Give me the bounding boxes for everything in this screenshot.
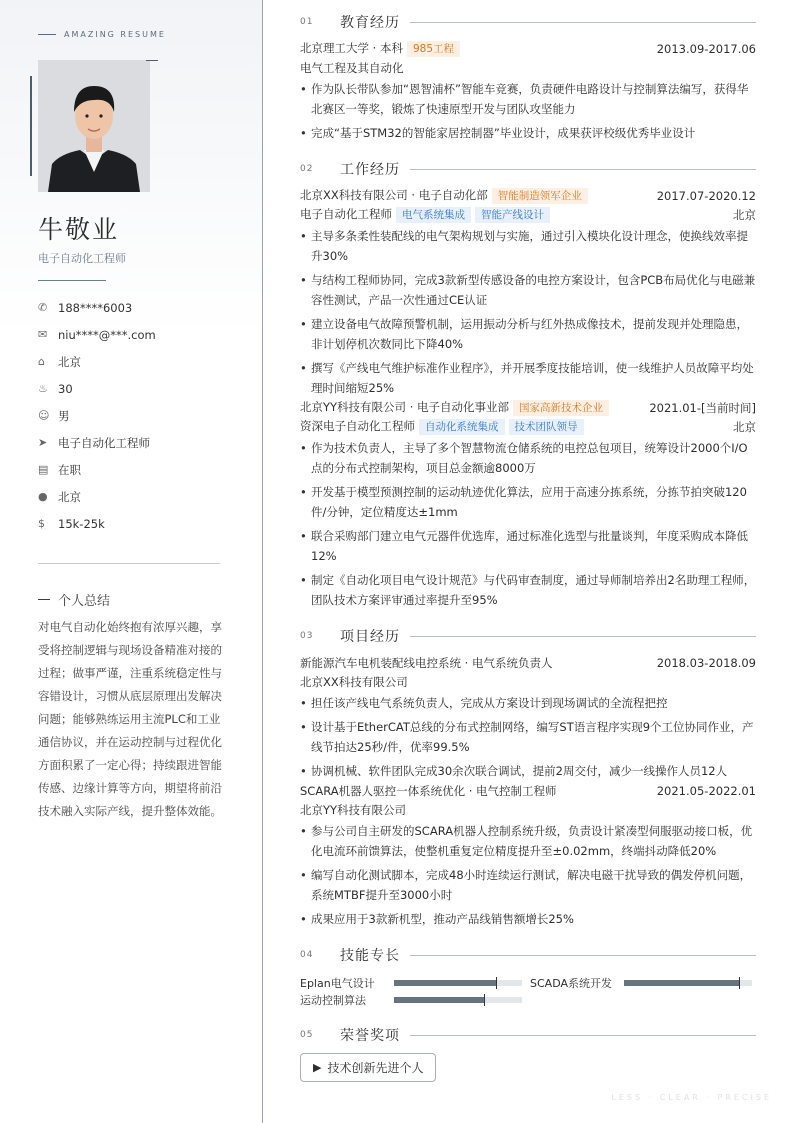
work-bullets	[300, 438, 756, 610]
section-rule	[410, 955, 756, 956]
mail-icon: ✉	[38, 328, 48, 341]
profile-name: 牛敬业	[38, 215, 120, 244]
money-icon: $	[38, 517, 45, 530]
role-block	[300, 206, 550, 223]
brand	[38, 30, 166, 39]
contact-item	[38, 483, 238, 510]
contact-item	[38, 429, 238, 456]
section-number: 03	[300, 631, 314, 641]
summary-dash	[38, 599, 50, 600]
contact-item	[38, 321, 238, 348]
section-skills	[300, 945, 756, 965]
section-title: 教育经历	[340, 15, 400, 31]
contact-item	[38, 348, 238, 375]
contact-value: 在职	[58, 462, 81, 477]
role-tag: 技术团队领导	[509, 419, 584, 435]
footer-slogan: LESS · CLEAR · PRECISE	[611, 1093, 772, 1102]
bullet-item: • 与结构工程师协同，完成3款新型传感设备的电控方案设计，包含PCB布局优化与电磁兼容性测试，产品一次性通过CE认证	[300, 270, 756, 310]
skill-bar-fill	[624, 980, 739, 986]
bullet-item: • 开发基于模型预测控制的运动轨迹优化算法，应用于高速分拣系统，分拣节拍突破120件/分钟，定位精度达±1mm	[300, 482, 756, 522]
contact-value: 北京	[58, 354, 81, 369]
section-education	[300, 12, 756, 32]
work-date: 2021.01-[当前时间]	[649, 400, 756, 415]
project-company: 北京XX科技有限公司	[300, 674, 408, 689]
company-tag: 国家高新技术企业	[513, 400, 609, 416]
sidebar-divider	[38, 563, 220, 564]
skill-bar-marker	[739, 977, 740, 989]
project-company-row	[300, 800, 756, 819]
work-entry	[300, 398, 756, 614]
section-rule	[410, 22, 756, 23]
bullet-item: • 作为队长带队参加“恩智浦杯”智能车竞赛，负责硬件电路设计与控制算法编写，获得华北赛区一等奖，锻炼了快速原型开发与团队攻坚能力	[300, 79, 756, 119]
work-role-row	[300, 205, 756, 224]
section-number: 01	[300, 17, 314, 27]
contact-value: 北京	[58, 489, 81, 504]
brand-line	[38, 34, 56, 35]
company-block	[300, 187, 588, 204]
section-rule	[410, 636, 756, 637]
skill-name: 运动控制算法	[300, 994, 366, 1007]
section-number: 04	[300, 950, 314, 960]
section-rule	[410, 1035, 756, 1036]
work-date: 2017.07-2020.12	[656, 188, 756, 203]
bullet-item: • 主导多条柔性装配线的电气架构规划与实施，通过引入模块化设计理念，使换线效率提升30%	[300, 226, 756, 266]
project-date: 2018.03-2018.09	[656, 655, 756, 670]
skill-name: SCADA系统开发	[530, 977, 612, 990]
company-tag: 智能制造领军企业	[492, 188, 588, 204]
education-date: 2013.09-2017.06	[656, 41, 756, 56]
skill-name: Eplan电气设计	[300, 977, 375, 990]
education-entry	[300, 39, 756, 147]
skill-bar-marker	[496, 977, 497, 989]
contact-item	[38, 510, 238, 537]
project-name: SCARA机器人驱控一体系统优化 · 电气控制工程师	[300, 783, 557, 798]
bullet-item: • 建立设备电气故障预警机制，运用振动分析与红外热成像技术，提前发现并处理隐患，非计划停机次数同比下降40%	[300, 314, 756, 354]
contact-value: niu****@***.com	[58, 327, 156, 342]
role-block	[300, 418, 584, 435]
section-number: 05	[300, 1030, 314, 1040]
summary-text: 对电气自动化始终抱有浓厚兴趣，享受将控制逻辑与现场设备精准对接的过程；做事严谨，注重系统稳定性与容错设计，习惯从底层原理出发解决问题；能够熟练运用主流PLC和工业通信协议，并在运动控制与过程优化方面积累了一定心得；持续跟进智能传感、边缘计算等方向，期望将前沿技术融入实际产线，提升整体效能。	[38, 620, 222, 818]
school-name: 北京理工大学 · 本科	[300, 41, 403, 55]
section-projects	[300, 626, 756, 646]
project-company: 北京YY科技有限公司	[300, 802, 407, 817]
phone-icon: ✆	[38, 301, 48, 314]
project-entry	[300, 781, 756, 933]
skill-bar-marker	[484, 994, 485, 1006]
bullet-item: • 撰写《产线电气维护标准作业程序》，并开展季度技能培训，使一线维护人员故障平均处理时间缩短25%	[300, 358, 756, 398]
project-company-row	[300, 672, 756, 691]
honor-item[interactable]	[300, 1053, 436, 1082]
sidebar	[0, 0, 263, 1123]
location-icon: ●	[38, 490, 48, 503]
bullet-item: • 制定《自动化项目电气设计规范》与代码审查制度，通过导师制培养出2名助理工程师，团队技术方案评审通过率提升至95%	[300, 570, 756, 610]
inbox-icon: ▤	[38, 463, 49, 476]
work-city: 北京	[733, 207, 756, 222]
section-title: 荣誉奖项	[340, 1028, 400, 1044]
brand-text: AMAZING RESUME	[64, 30, 166, 39]
honor-label: 技术创新先进个人	[327, 1061, 424, 1075]
role-name: 电子自动化工程师	[300, 207, 392, 221]
summary-heading	[38, 590, 110, 609]
project-bullets	[300, 821, 756, 929]
contact-value: 男	[58, 408, 70, 423]
section-honors	[300, 1025, 756, 1045]
work-role-row	[300, 417, 756, 436]
role-tag: 电气系统集成	[396, 207, 471, 223]
project-header	[300, 781, 756, 800]
cake-icon: ♨	[38, 382, 48, 395]
education-major: 电气工程及其自动化	[300, 60, 404, 75]
photo-corner	[146, 60, 158, 61]
project-name: 新能源汽车电机装配线电控系统 · 电气系统负责人	[300, 655, 553, 670]
bullet-item: • 协调机械、软件团队完成30余次联合调试，提前2周交付，减少一线操作人员12人	[300, 761, 756, 781]
contact-item	[38, 402, 238, 429]
work-bullets	[300, 226, 756, 398]
section-number: 02	[300, 164, 314, 174]
profile-title: 电子自动化工程师	[38, 252, 126, 265]
education-bullets	[300, 79, 756, 143]
section-rule	[410, 169, 756, 170]
skill-bar	[624, 980, 752, 986]
project-bullets	[300, 693, 756, 781]
bullet-item: • 编写自动化测试脚本，完成48小时连续运行测试，解决电磁干扰导致的偶发停机问题，系统MTBF提升至3000小时	[300, 865, 756, 905]
bullet-item: • 完成“基于STM32的智能家居控制器”毕业设计，成果获评校级优秀毕业设计	[300, 123, 756, 143]
section-work	[300, 159, 756, 179]
play-icon: ▶	[313, 1061, 322, 1074]
contact-item	[38, 456, 238, 483]
bullet-item: • 设计基于EtherCAT总线的分布式控制网络，编写ST语言程序实现9个工位协同作业，产线节拍达25秒/件，优率99.5%	[300, 717, 756, 757]
contact-value: 电子自动化工程师	[58, 435, 150, 450]
name-divider	[38, 280, 106, 281]
contact-list	[38, 294, 238, 537]
role-tag: 智能产线设计	[475, 207, 550, 223]
skill-item	[300, 975, 522, 991]
section-title: 技能专长	[340, 948, 400, 964]
work-city: 北京	[733, 419, 756, 434]
photo-accent-bar	[30, 76, 32, 176]
project-header	[300, 653, 756, 672]
school-tag: 985工程	[407, 41, 460, 57]
home-icon: ⌂	[38, 355, 45, 368]
contact-item	[38, 375, 238, 402]
contact-value: 188****6003	[58, 300, 133, 315]
bullet-item: • 担任该产线电气系统负责人，完成从方案设计到现场调试的全流程把控	[300, 693, 756, 713]
company-name: 北京YY科技有限公司 · 电子自动化事业部	[300, 400, 510, 414]
section-title: 工作经历	[340, 162, 400, 178]
work-header	[300, 398, 756, 417]
bullet-item: • 作为技术负责人，主导了多个智慧物流仓储系统的电控总包项目，统筹设计2000个I/O点的分布式控制架构，项目总金额逾8000万	[300, 438, 756, 478]
contact-value: 30	[58, 381, 73, 396]
contact-item	[38, 294, 238, 321]
smile-icon: ☺	[38, 409, 50, 422]
role-tag: 自动化系统集成	[419, 419, 505, 435]
project-date: 2021.05-2022.01	[656, 783, 756, 798]
avatar	[38, 60, 150, 192]
send-icon: ➤	[38, 436, 48, 449]
work-entry	[300, 186, 756, 402]
skill-bar	[394, 997, 522, 1003]
bullet-item: • 参与公司自主研发的SCARA机器人控制系统升级，负责设计紧凑型伺服驱动接口板，优化电流环前馈算法，使整机重复定位精度提升至±0.02mm，终端抖动降低20%	[300, 821, 756, 861]
skill-bar-fill	[394, 980, 496, 986]
company-name: 北京XX科技有限公司 · 电子自动化部	[300, 188, 488, 202]
bullet-item: • 联合采购部门建立电气元器件优选库，通过标准化选型与批量谈判，年度采购成本降低12%	[300, 526, 756, 566]
bullet-item: • 成果应用于3款新机型，推动产品线销售额增长25%	[300, 909, 756, 929]
skill-bar	[394, 980, 522, 986]
work-header	[300, 186, 756, 205]
section-title: 项目经历	[340, 629, 400, 645]
avatar-portrait	[38, 60, 150, 192]
contact-value: 15k-25k	[58, 516, 105, 531]
company-block	[300, 399, 609, 416]
project-entry	[300, 653, 756, 785]
skill-item	[530, 975, 752, 991]
skill-bar-fill	[394, 997, 484, 1003]
summary-heading-text: 个人总结	[58, 594, 111, 609]
role-name: 资深电子自动化工程师	[300, 419, 415, 433]
skill-item	[300, 992, 522, 1008]
